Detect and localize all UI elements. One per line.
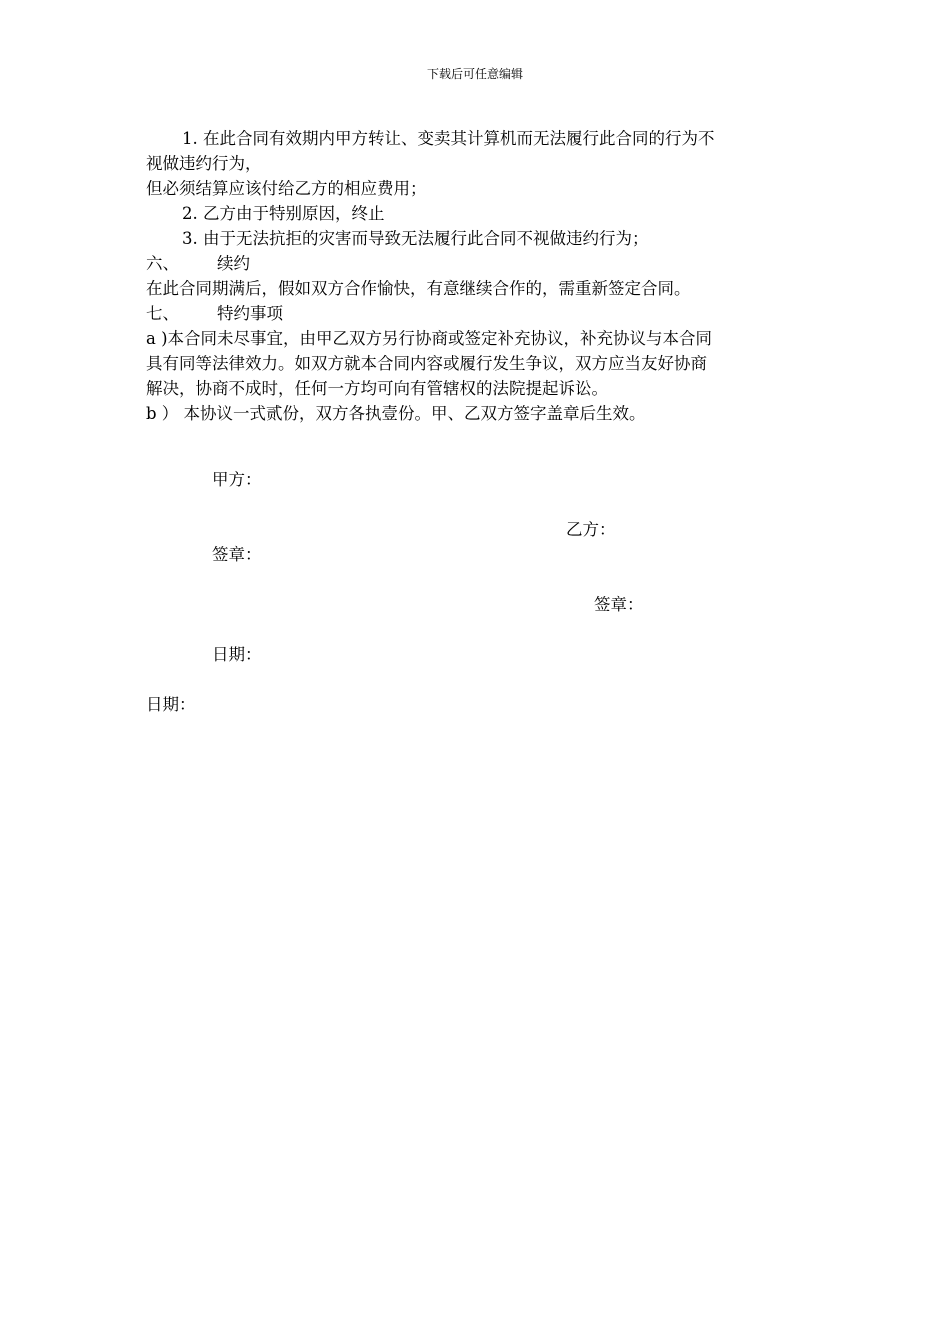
section-7-title: 特约事项 [217, 304, 283, 323]
party-a-label: 甲方： [212, 470, 262, 489]
clause-3: 3. 由于无法抗拒的灾害而导致无法履行此合同不视做违约行为； [182, 229, 649, 248]
clause-1-line-3: 但必须结算应该付给乙方的相应费用； [146, 179, 427, 198]
section-6-title: 续约 [217, 254, 250, 273]
party-b-date-label: 日期： [146, 695, 196, 714]
party-b-label: 乙方： [566, 520, 616, 539]
contract-body [146, 126, 810, 426]
section-6-heading [146, 251, 810, 276]
clause-1-line-2: 视做违约行为， [146, 154, 262, 173]
section-7-number: 七、 [146, 304, 179, 323]
section-6-number: 六、 [146, 254, 179, 273]
item-b: b ） 本协议一式贰份，双方各执壹份。甲、乙双方签字盖章后生效。 [146, 404, 646, 423]
item-a-line-2: 具有同等法律效力。如双方就本合同内容或履行发生争议，双方应当友好协商 [146, 354, 707, 373]
clause-1-line-1: 1. 在此合同有效期内甲方转让、变卖其计算机而无法履行此合同的行为不 [182, 129, 715, 148]
section-6-text: 在此合同期满后，假如双方合作愉快，有意继续合作的，需重新签定合同。 [146, 279, 691, 298]
party-a-date-label: 日期： [212, 645, 262, 664]
item-a-line-1: a )本合同未尽事宜，由甲乙双方另行协商或签定补充协议，补充协议与本合同 [146, 329, 713, 348]
section-7-heading [146, 301, 810, 326]
party-a-seal-label: 签章： [212, 545, 262, 564]
page-header-note: 下载后可任意编辑 [426, 67, 523, 81]
item-a-line-3: 解决，协商不成时，任何一方均可向有管辖权的法院提起诉讼。 [146, 379, 608, 398]
party-b-seal-label: 签章： [594, 595, 644, 614]
clause-2: 2. 乙方由于特别原因，终止 [182, 204, 385, 223]
